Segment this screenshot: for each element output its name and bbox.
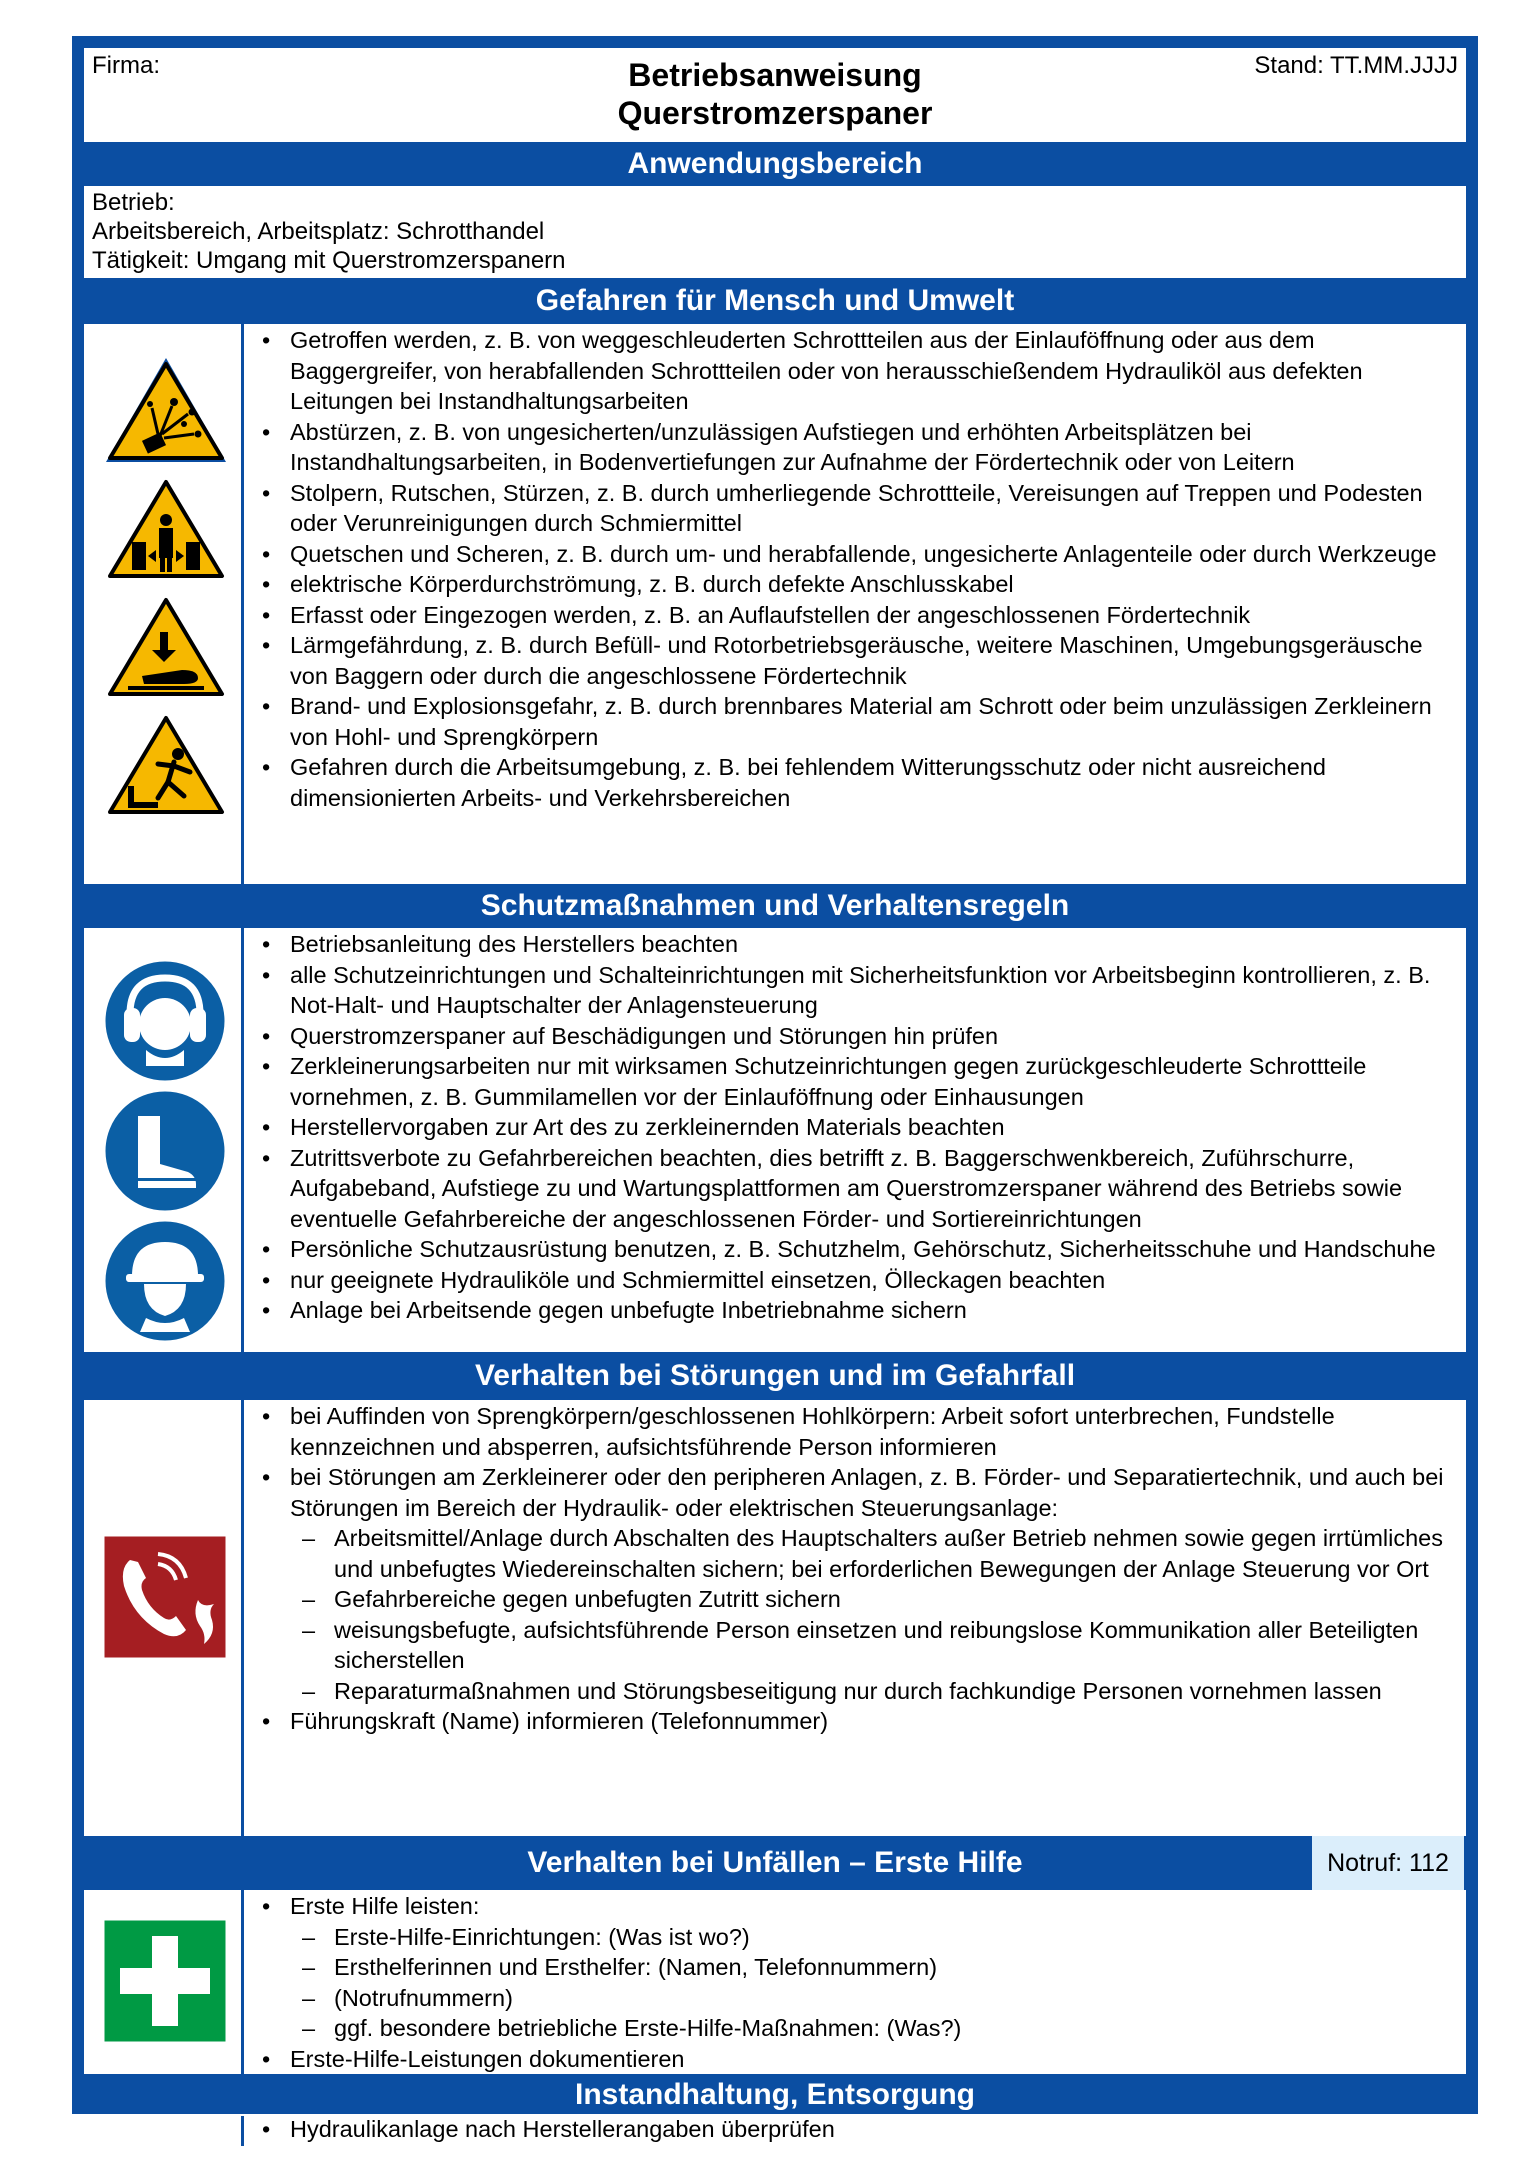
stand-date: Stand: TT.MM.JJJJ — [1254, 52, 1458, 79]
gefahren-text — [256, 325, 1458, 813]
hard-hat-icon — [102, 1218, 228, 1344]
stoerungen-text — [256, 1401, 1458, 1737]
unfaelle-icon-column — [84, 1890, 244, 2074]
sub-list-item: – weisungsbefugte, aufsichtsführende Person einsetzen und reibungslose Kommunikation aller Beteiligten sicherstellen — [256, 1615, 1458, 1676]
explosive-hazard-warning-icon — [102, 354, 230, 466]
safety-boots-icon — [102, 1088, 228, 1214]
title-line-1: Betriebsanweisung — [628, 57, 922, 93]
fall-hazard-warning-icon — [102, 708, 230, 820]
sub-list-item: – Ersthelferinnen und Ersthelfer: (Namen, Telefonnummern) — [256, 1952, 1458, 1983]
list-item: • Gefahren durch die Arbeitsumgebung, z. B. bei fehlendem Witterungsschutz oder nicht ausreichend dimensionierten Arbeits- und Verkehrsbereichen — [256, 752, 1458, 813]
section-heading-stoerungen: Verhalten bei Störungen und im Gefahrfall — [474, 1359, 1076, 1392]
unfaelle-list — [256, 1891, 1458, 2074]
schutz-list — [256, 929, 1458, 1326]
firma-label: Firma: — [92, 52, 160, 79]
list-item: • Anlage bei Arbeitsende gegen unbefugte Inbetriebnahme sichern — [256, 1295, 1458, 1326]
list-item: • Herstellervorgaben zur Art des zu zerkleinernden Materials beachten — [256, 1112, 1458, 1143]
list-item: • Lärmgefährdung, z. B. durch Befüll- und Rotorbetriebsgeräusche, weitere Maschinen, Umgebungsgeräusche von Baggern oder durch die angeschlossene Fördertechnik — [256, 630, 1458, 691]
list-item: • Betriebsanleitung des Herstellers beachten — [256, 929, 1458, 960]
list-item: • Brand- und Explosionsgefahr, z. B. durch brennbares Material am Schrott oder beim unzulässigen Zerkleinern von Hohl- und Sprengkörpern — [256, 691, 1458, 752]
unfaelle-heading-text: Verhalten bei Unfällen – Erste Hilfe — [527, 1846, 1023, 1879]
list-item: • Erste Hilfe leisten: — [256, 1891, 1458, 1922]
list-item: • Abstürzen, z. B. von ungesicherten/unzulässigen Aufstiegen und erhöhten Arbeitsplätzen bei Instandhaltungsarbeiten, in Bodenvertiefungen zur Aufnahme der Fördertechnik oder von Leitern — [256, 417, 1458, 478]
schutz-icon-column — [84, 928, 244, 1352]
list-item: • nur geeignete Hydrauliköle und Schmiermittel einsetzen, Ölleckagen beachten — [256, 1265, 1458, 1296]
first-aid-cross-icon — [102, 1918, 228, 2044]
section-heading-instandhaltung: Instandhaltung, Entsorgung — [575, 2078, 975, 2111]
sub-list-item: – (Notrufnummern) — [256, 1983, 1458, 2014]
stoerungen-icon-column — [84, 1400, 244, 1836]
instandhaltung-list — [256, 2116, 1458, 2145]
list-item: • Getroffen werden, z. B. von weggeschleuderten Schrottteilen aus der Einlauföffnung oder aus dem Baggergreifer, von herabfallenden Schrottteilen oder von herausschießendem Hydrauliköl aus defekten Leitungen bei Instandhaltungsarbeiten — [256, 325, 1458, 417]
header — [84, 48, 1466, 142]
gefahren-list — [256, 325, 1458, 813]
notruf-badge: Notruf: 112 — [1312, 1836, 1464, 1890]
schutz-box — [84, 928, 1466, 1352]
sub-list-item: – Reparaturmaßnahmen und Störungsbeseitigung nur durch fachkundige Personen vornehmen lassen — [256, 1676, 1458, 1707]
sub-list-item: – Gefahrbereiche gegen unbefugten Zutritt sichern — [256, 1584, 1458, 1615]
stoerungen-box — [84, 1400, 1466, 1836]
instandhaltung-text — [256, 2116, 1458, 2145]
instandhaltung-box — [84, 2116, 1466, 2146]
stoerungen-list — [256, 1401, 1458, 1737]
taetigkeit-line: Tätigkeit: Umgang mit Querstromzerspanern — [92, 247, 566, 274]
unfaelle-text — [256, 1891, 1458, 2074]
arbeitsbereich-line: Arbeitsbereich, Arbeitsplatz: Schrotthandel — [92, 218, 545, 245]
list-item: • bei Auffinden von Sprengkörpern/geschlossenen Hohlkörpern: Arbeit sofort unterbrechen, Fundstelle kennzeichnen und absperren, aufsichtsführende Person informieren — [256, 1401, 1458, 1462]
unfaelle-box — [84, 1890, 1466, 2074]
list-item: • bei Störungen am Zerkleinerer oder den peripheren Anlagen, z. B. Förder- und Separatiertechnik, und auch bei Störungen im Bereich der Hydraulik- oder elektrischen Steuerungsanlage: — [256, 1462, 1458, 1523]
gefahren-icon-column — [84, 324, 244, 884]
list-item: • Zutrittsverbote zu Gefahrbereichen beachten, dies betrifft z. B. Baggerschwenkbereich, Zuführschurre, Aufgabeband, Aufstiege zu und Wartungsplattformen am Querstromzerspaner während des Betriebs sowie eventuelle Gefahrbereiche der angeschlossenen Förder- und Sortiereinrichtungen — [256, 1143, 1458, 1235]
fire-alarm-telephone-icon — [102, 1534, 228, 1660]
list-item: • Querstromzerspaner auf Beschädigungen und Störungen hin prüfen — [256, 1021, 1458, 1052]
gefahren-box — [84, 324, 1466, 884]
list-item: • Zerkleinerungsarbeiten nur mit wirksamen Schutzeinrichtungen gegen zurückgeschleuderte Schrottteile vornehmen, z. B. Gummilamellen vor der Einlauföffnung oder Einhausungen — [256, 1051, 1458, 1112]
sub-list-item: – Arbeitsmittel/Anlage durch Abschalten des Hauptschalters außer Betrieb nehmen sowie gegen irrtümliches und unbefugtes Wiedereinschalten sichern; bei erforderlichen Bewegungen der Anlage Steuerung vor Ort — [256, 1523, 1458, 1584]
instruction-sheet — [72, 36, 1478, 2142]
list-item: • Stolpern, Rutschen, Stürzen, z. B. durch umherliegende Schrottteile, Vereisungen auf Treppen und Podesten oder Verunreinigungen durch Schmiermittel — [256, 478, 1458, 539]
list-item: • Persönliche Schutzausrüstung benutzen, z. B. Schutzhelm, Gehörschutz, Sicherheitsschuhe und Handschuhe — [256, 1234, 1458, 1265]
ear-protection-icon — [102, 958, 228, 1084]
section-heading-gefahren: Gefahren für Mensch und Umwelt — [535, 284, 1015, 317]
sub-list-item: – Erste-Hilfe-Einrichtungen: (Was ist wo?) — [256, 1922, 1458, 1953]
section-heading-unfaelle — [84, 1836, 1466, 1890]
anwendungsbereich-box — [84, 186, 1466, 278]
list-item: • Führungskraft (Name) informieren (Telefonnummer) — [256, 1706, 1458, 1737]
list-item: • Erste-Hilfe-Leistungen dokumentieren — [256, 2044, 1458, 2075]
instandhaltung-icon-column — [84, 2116, 244, 2146]
crushing-hazard-warning-icon — [102, 472, 230, 584]
schutz-text — [256, 929, 1458, 1326]
list-item: • elektrische Körperdurchströmung, z. B. durch defekte Anschlusskabel — [256, 569, 1458, 600]
betrieb-line: Betrieb: — [92, 189, 175, 216]
section-heading-anwendungsbereich: Anwendungsbereich — [627, 147, 923, 180]
list-item: • Erfasst oder Eingezogen werden, z. B. an Auflaufstellen der angeschlossenen Fördertechnik — [256, 600, 1458, 631]
anwendungsbereich-lines — [92, 188, 566, 275]
sub-list-item: – ggf. besondere betriebliche Erste-Hilfe-Maßnahmen: (Was?) — [256, 2013, 1458, 2044]
title-line-2: Querstromzerspaner — [617, 95, 933, 131]
hand-injury-warning-icon — [102, 590, 230, 702]
list-item: • alle Schutzeinrichtungen und Schalteinrichtungen mit Sicherheitsfunktion vor Arbeitsbeginn kontrollieren, z. B. Not-Halt- und Hauptschalter der Anlagensteuerung — [256, 960, 1458, 1021]
list-item: • Hydraulikanlage nach Herstellerangaben überprüfen — [256, 2116, 1458, 2145]
list-item: • Quetschen und Scheren, z. B. durch um- und herabfallende, ungesicherte Anlagenteile oder durch Werkzeuge — [256, 539, 1458, 570]
section-heading-schutz: Schutzmaßnahmen und Verhaltensregeln — [480, 889, 1070, 922]
